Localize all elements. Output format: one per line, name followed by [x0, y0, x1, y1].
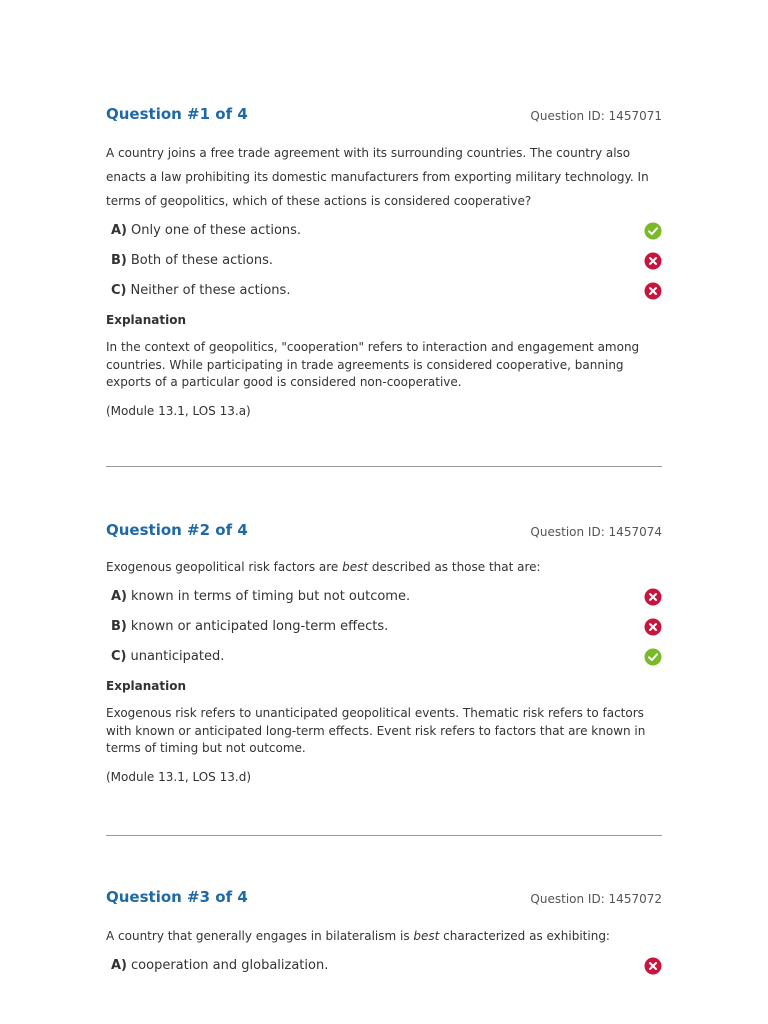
question-3 — [106, 888, 662, 986]
option-letter: B) — [111, 253, 127, 268]
explanation-text: Exogenous risk refers to unanticipated geopolitical events. Thematic risk refers to factors with known or anticipated long-term effects. Event risk refers to factors that are known in terms of timing but not outcome. — [106, 706, 646, 755]
question-title: Question #1 of 4 — [106, 105, 248, 123]
answer-option-a[interactable] — [106, 221, 662, 251]
explanation-heading: Explanation — [106, 313, 187, 327]
divider — [106, 466, 662, 467]
answer-options — [106, 221, 662, 311]
option-letter: A) — [111, 958, 128, 973]
option-letter: C) — [111, 649, 127, 664]
question-title: Question #2 of 4 — [106, 521, 248, 539]
question-2 — [106, 521, 662, 784]
question-1 — [106, 105, 662, 418]
option-text: known or anticipated long-term effects. — [130, 619, 389, 634]
explanation-text: In the context of geopolitics, "cooperation" refers to interaction and engagement among countries. While participating in trade agreements is considered cooperative, banning exports of a particular good is considered non-cooperative. — [106, 340, 640, 389]
x-circle-icon — [644, 957, 662, 975]
question-title: Question #3 of 4 — [106, 888, 248, 906]
question-header — [106, 105, 662, 129]
answer-option-b[interactable] — [106, 251, 662, 281]
divider — [106, 835, 662, 836]
x-circle-icon — [644, 252, 662, 270]
emphasis: best — [342, 560, 369, 574]
check-circle-icon — [644, 648, 662, 666]
option-text: cooperation and globalization. — [131, 958, 329, 973]
emphasis: best — [413, 929, 440, 943]
answer-option-b[interactable] — [106, 617, 662, 647]
question-id: Question ID: 1457072 — [530, 892, 662, 906]
option-letter: B) — [111, 619, 127, 634]
question-stem: A country joins a free trade agreement with its surrounding countries. The country also enacts a law prohibiting its domestic manufacturers from exporting military technology. In terms of geopolitics, which of these actions is considered cooperative? — [106, 146, 649, 208]
x-circle-icon — [644, 618, 662, 636]
answer-options — [106, 587, 662, 677]
option-letter: A) — [111, 223, 128, 238]
option-letter: C) — [111, 283, 127, 298]
option-text: known in terms of timing but not outcome. — [131, 589, 411, 604]
question-id: Question ID: 1457071 — [530, 109, 662, 123]
question-stem: A country that generally engages in bilateralism is best characterized as exhibiting: — [106, 929, 610, 943]
question-header — [106, 521, 662, 545]
option-text: Neither of these actions. — [130, 283, 291, 298]
option-text: Both of these actions. — [130, 253, 274, 268]
answer-option-c[interactable] — [106, 647, 662, 677]
x-circle-icon — [644, 588, 662, 606]
answer-option-c[interactable] — [106, 281, 662, 311]
option-text: Only one of these actions. — [131, 223, 302, 238]
option-letter: A) — [111, 589, 128, 604]
option-text: unanticipated. — [130, 649, 225, 664]
question-header — [106, 888, 662, 912]
los-reference: (Module 13.1, LOS 13.d) — [106, 769, 251, 784]
explanation-heading: Explanation — [106, 679, 187, 693]
x-circle-icon — [644, 282, 662, 300]
answer-option-a[interactable] — [106, 587, 662, 617]
question-stem: Exogenous geopolitical risk factors are best described as those that are: — [106, 560, 541, 574]
answer-options — [106, 956, 662, 986]
answer-option-a[interactable] — [106, 956, 662, 986]
question-id: Question ID: 1457074 — [530, 525, 662, 539]
check-circle-icon — [644, 222, 662, 240]
los-reference: (Module 13.1, LOS 13.a) — [106, 403, 251, 418]
